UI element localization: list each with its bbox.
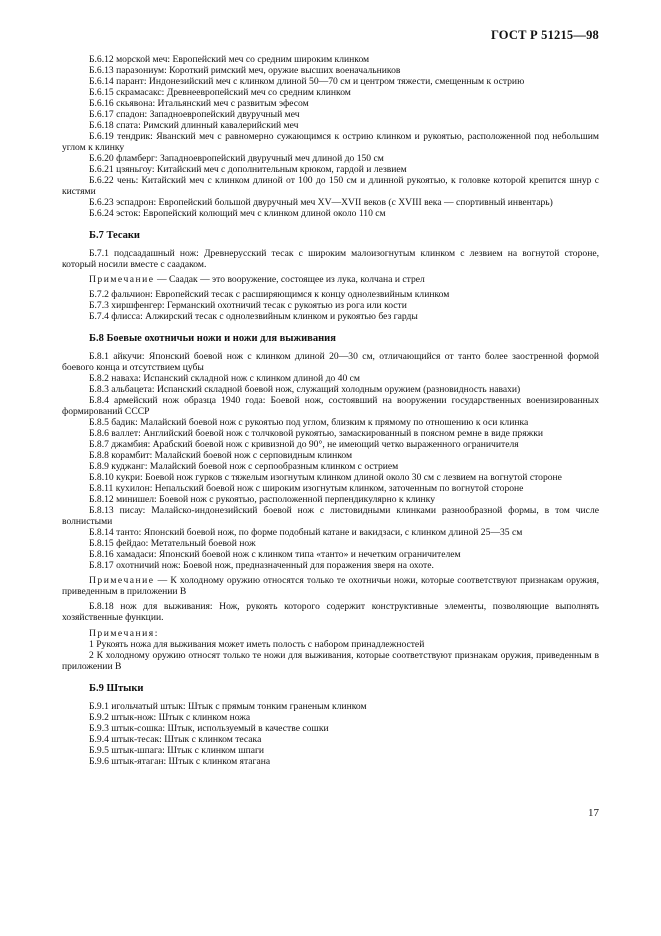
term-entry: Б.6.15 скрамасакс: Древнеевропейский меч со средним клинком (89, 87, 351, 98)
note-label: Примечание (89, 575, 155, 586)
term-entry: Б.8.14 танто: Японский боевой нож, по форме подобный катане и вакидзаси, с клинком длиной 25—35 см (89, 527, 523, 538)
section-title-b9: Б.9 Штыки (89, 683, 144, 694)
term-entry: Б.9.3 штык-сошка: Штык, используемый в качестве сошки (89, 723, 329, 734)
document-header: ГОСТ Р 51215—98 (490, 28, 599, 42)
term-entry: Б.6.17 спадон: Западноевропейский двуручный меч (89, 109, 300, 120)
term-entry: Б.7.2 фальчион: Европейский тесак с расширяющимся к концу однолезвийным клинком (89, 289, 450, 300)
term-entry: Б.6.22 чень: Китайский меч с клинком длиной от 100 до 150 см и длинной рукоятью, к головке которой крепится шнур с кистями (62, 175, 599, 197)
term-entry: Б.8.12 минишел: Боевой нож с рукоятью, расположенной перпендикулярно к клинку (89, 494, 435, 505)
note (62, 274, 599, 285)
term-entry: Б.6.23 эспадрон: Европейский большой двуручный меч XV—XVII веков (с XVIII века — спортивный инвентарь) (89, 197, 553, 208)
term-entry: Б.6.24 эсток: Европейский колющий меч с клинком длиной около 110 см (89, 208, 386, 219)
term-entry: Б.8.11 кухилон: Непальский боевой нож с широким изогнутым клинком, заточенным по вогнутой стороне (89, 483, 524, 494)
term-entry: Б.6.16 скьявона: Итальянский меч с развитым эфесом (89, 98, 309, 109)
term-entry: Б.8.17 охотничий нож: Боевой нож, предназначенный для поражения зверя на охоте. (89, 560, 434, 571)
term-entry: Б.7.1 подсаадашный нож: Древнерусский тесак с широким малоизогнутым клинком с лезвием на вогнутой стороне, который носили вместе с саадаком. (62, 248, 599, 270)
section-title-b8: Б.8 Боевые охотничьи ножи и ножи для выживания (89, 333, 336, 344)
term-entry: Б.8.16 хамадаси: Японский боевой нож с клинком типа «танто» и нечетким ограничителем (89, 549, 461, 560)
term-entry: Б.7.3 хиршфенгер: Германский охотничий тесак с рукоятью из рога или кости (89, 300, 407, 311)
document-body (62, 54, 599, 767)
note-text: — К холодному оружию относятся только те охотничьи ножи, которые соответствуют признакам оружия, приведенным в приложении В (62, 575, 599, 597)
term-entry: Б.6.14 парант: Индонезийский меч с клинком длиной 50—70 см и центром тяжести, смещенным к острию (89, 76, 525, 87)
term-entry: Б.9.1 игольчатый штык: Штык с прямым тонким граненым клинком (89, 701, 367, 712)
term-entry: Б.8.15 фейдао: Метательный боевой нож (89, 538, 256, 549)
note-item: 2 К холодному оружию относят только те ножи для выживания, которые соответствуют признакам оружия, приведенным в приложении В (62, 650, 599, 672)
term-entry: Б.8.10 кукри: Боевой нож гурков с тяжелым изогнутым клинком длиной около 30 см с лезвием на вогнутой стороне (89, 472, 562, 483)
term-entry: Б.8.1 айкучи: Японский боевой нож с клинком длиной 20—30 см, отличающийся от танто более заостренной формой боевого конца и отсутствием цубы (62, 351, 599, 373)
term-entry: Б.6.19 тендрик: Яванский меч с равномерно сужающимся к острию клинком и рукоятью, расположенной под небольшим углом к клинку (62, 131, 599, 153)
note-text: — Саадак — это вооружение, состоящее из лука, колчана и стрел (154, 274, 425, 285)
term-entry: Б.6.13 паразониум: Короткий римский меч, оружие высших военачальников (89, 65, 401, 76)
term-entry: Б.8.9 куджанг: Малайский боевой нож с серпообразным клинком с острием (89, 461, 399, 472)
term-entry: Б.6.20 фламберг: Западноевропейский двуручный меч длиной до 150 см (89, 153, 384, 164)
term-entry: Б.8.6 валлет: Английский боевой нож с толчковой рукоятью, замаскированный в поясном ремне в виде пряжки (89, 428, 544, 439)
entries-b6 (62, 54, 599, 219)
page-number: 17 (588, 807, 599, 819)
note-item: 1 Рукоять ножа для выживания может иметь полость с набором принадлежностей (89, 639, 425, 650)
term-entry: Б.7.4 флисса: Алжирский тесак с однолезвийным клинком и рукоятью без гарды (89, 311, 418, 322)
term-entry: Б.9.6 штык-ятаган: Штык с клинком ятагана (89, 756, 271, 767)
term-entry: Б.8.3 альбацета: Испанский складной боевой нож, служащий холодным оружием (разновидность навахи) (89, 384, 521, 395)
term-entry: Б.6.21 цзяньгоу: Китайский меч с дополнительным крюком, гардой и лезвием (89, 164, 407, 175)
term-entry: Б.8.7 джамбия: Арабский боевой нож с кривизной до 90°, не имеющий четко выраженного ограничителя (89, 439, 519, 450)
note (62, 575, 599, 597)
term-entry: Б.6.18 спата: Римский длинный кавалерийский меч (89, 120, 299, 131)
term-entry: Б.8.13 писау: Малайско-индонезийский боевой нож с листовидными клинками разнообразной формы, в том числе волнистыми (62, 505, 599, 527)
note-label: Примечание (89, 274, 155, 285)
term-entry: Б.8.2 наваха: Испанский складной нож с клинком длиной до 40 см (89, 373, 360, 384)
term-entry: Б.9.5 штык-шпага: Штык с клинком шпаги (89, 745, 265, 756)
term-entry: Б.6.12 морской меч: Европейский меч со средним широким клинком (89, 54, 370, 65)
term-entry: Б.9.4 штык-тесак: Штык с клинком тесака (89, 734, 262, 745)
term-entry: Б.8.8 корамбит: Малайский боевой нож с серповидным клинком (89, 450, 353, 461)
term-entry: Б.9.2 штык-нож: Штык с клинком ножа (89, 712, 251, 723)
term-entry: Б.8.18 нож для выживания: Нож, рукоять которого содержит конструктивные элементы, позволяющие выполнять хозяйственные функции. (62, 601, 599, 623)
term-entry: Б.8.4 армейский нож образца 1940 года: Боевой нож, состоявший на вооружении государственных военизированных формирований СССР (62, 395, 599, 417)
notes-label: Примечания: (89, 628, 159, 639)
term-entry: Б.8.5 бадик: Малайский боевой нож с рукоятью под углом, близким к прямому по отношению к оси клинка (89, 417, 529, 428)
section-title-b7: Б.7 Тесаки (89, 230, 140, 241)
